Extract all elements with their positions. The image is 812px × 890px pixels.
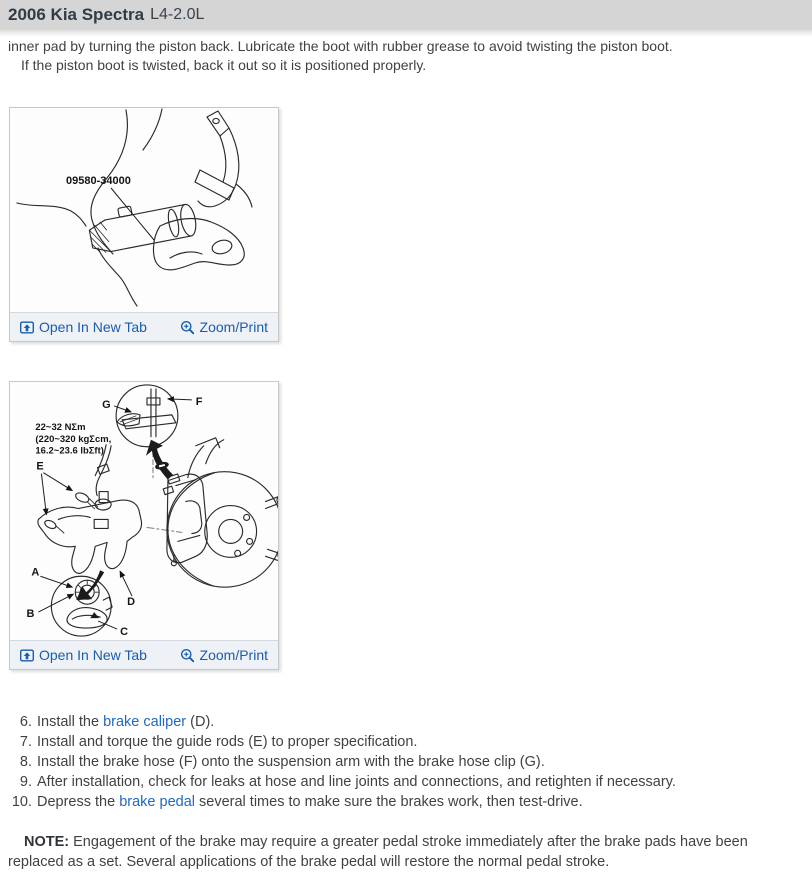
torque-spec-line-3: 16.2~23.6 lbΣft) (35, 445, 104, 457)
step-text: Depress the brake pedal several times to make sure the brakes work, then test-drive. (37, 794, 583, 810)
caliper-tool-diagram (10, 108, 278, 312)
vehicle-title: 2006 Kia Spectra (8, 5, 145, 24)
step-10 (8, 792, 804, 812)
step-number: 9. (19, 774, 32, 790)
step-text: Install the brake caliper (D). (37, 714, 215, 730)
caliper-tool-drawing (10, 108, 278, 312)
figure-2-footer (10, 640, 278, 669)
step-7 (8, 732, 804, 752)
figure-caliper-tool (9, 107, 279, 342)
note-paragraph (8, 832, 802, 872)
tool-number-label: 09580-34000 (66, 175, 131, 187)
intro-line-2: If the piston boot is twisted, back it out so it is positioned properly. (21, 57, 427, 73)
figure-caliper-assembly (9, 381, 279, 670)
intro-text (8, 38, 804, 74)
step-6 (8, 712, 804, 732)
open-in-new-tab-icon (20, 649, 34, 662)
step-number: 7. (19, 734, 32, 750)
step-number: 6. (19, 714, 32, 730)
zoom-print-icon (180, 648, 195, 663)
step-text: After installation, check for leaks at hose and line joints and connections, and retighten if necessary. (37, 774, 676, 790)
engine-subtitle: L4-2.0L (150, 6, 205, 23)
open-in-new-tab-icon (20, 321, 34, 334)
open-in-new-tab-link[interactable] (20, 647, 147, 663)
callout-f: F (195, 395, 203, 408)
caliper-assembly-drawing (10, 382, 278, 640)
callout-g: G (102, 398, 111, 411)
intro-line-1: inner pad by turning the piston back. Lubricate the boot with rubber grease to avoid twisting the piston boot. (8, 38, 673, 54)
torque-spec-line-2: (220~320 kgΣcm, (35, 433, 112, 445)
open-in-new-tab-label: Open In New Tab (39, 319, 147, 335)
brake-pedal-link[interactable]: brake pedal (119, 794, 195, 810)
callout-c: C (120, 626, 128, 639)
torque-spec-line-1: 22~32 NΣm (35, 421, 86, 433)
note-text: Engagement of the brake may require a greater pedal stroke immediately after the brake pads have been replaced as a set. Several applications of the brake pedal will restore the normal pedal stroke. (8, 834, 748, 870)
step-text: Install and torque the guide rods (E) to proper specification. (37, 734, 418, 750)
figure-1-footer (10, 312, 278, 341)
step-number: 10. (11, 794, 32, 810)
zoom-print-label: Zoom/Print (199, 647, 268, 663)
open-in-new-tab-label: Open In New Tab (39, 647, 147, 663)
step-number: 8. (19, 754, 32, 770)
callout-a: A (31, 566, 40, 579)
step-9 (8, 772, 804, 792)
procedure-steps (8, 712, 804, 812)
zoom-print-label: Zoom/Print (199, 319, 268, 335)
page-header (0, 0, 812, 30)
callout-b: B (26, 608, 35, 621)
callout-e: E (36, 460, 44, 473)
step-8 (8, 752, 804, 772)
open-in-new-tab-link[interactable] (20, 319, 147, 335)
zoom-print-icon (180, 320, 195, 335)
note-label: NOTE: (24, 834, 70, 850)
step-text: Install the brake hose (F) onto the suspension arm with the brake hose clip (G). (37, 754, 545, 770)
zoom-print-link[interactable] (180, 647, 268, 663)
callout-d: D (127, 596, 135, 609)
brake-caliper-link[interactable]: brake caliper (103, 714, 187, 730)
zoom-print-link[interactable] (180, 319, 268, 335)
caliper-assembly-diagram (10, 382, 278, 640)
header-fade (0, 30, 812, 37)
